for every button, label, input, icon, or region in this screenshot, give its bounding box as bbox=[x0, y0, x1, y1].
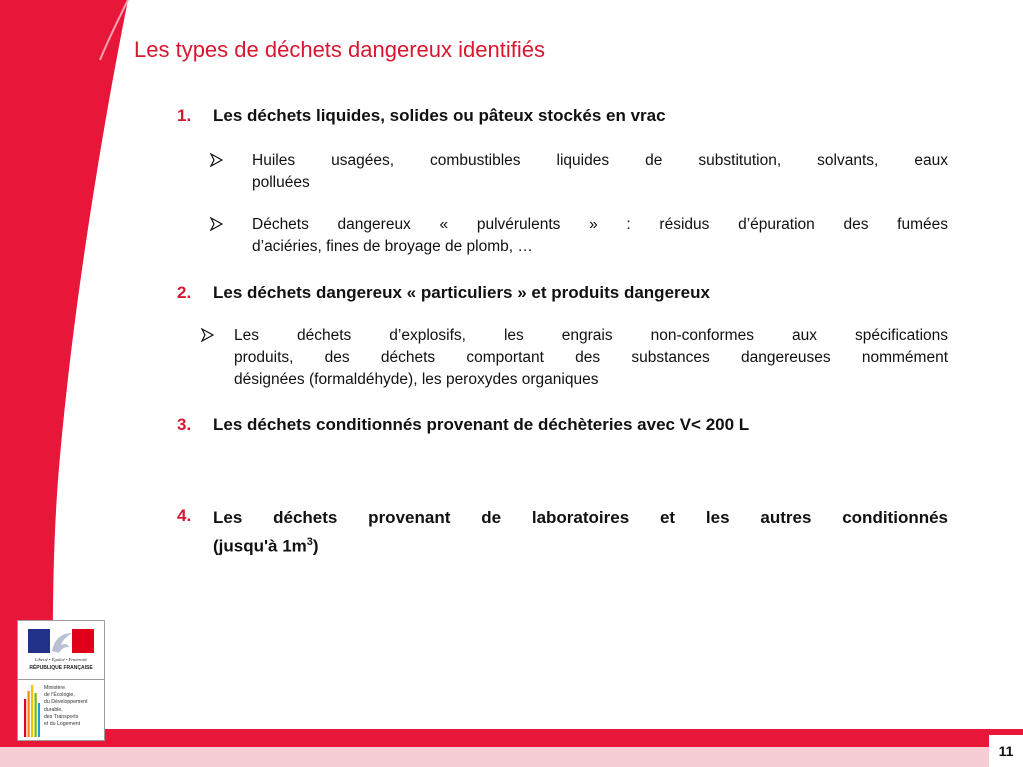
section-2-number: 2. bbox=[177, 283, 192, 302]
section-1-heading: Les déchets liquides, solides ou pâteux stockés en vrac bbox=[213, 106, 666, 125]
ministry-line: et du Logement bbox=[44, 721, 81, 728]
ministry-line: Ministère bbox=[44, 685, 66, 691]
bullet-arrow-icon bbox=[210, 153, 223, 167]
ministry-line: des Transports bbox=[44, 713, 79, 720]
republique-francaise-logo bbox=[18, 621, 104, 680]
section-3-heading: Les déchets conditionnés provenant de déchèteries avec V< 200 L bbox=[213, 415, 750, 434]
logo-motto: Liberté • Égalité • Fraternité bbox=[34, 657, 88, 662]
bullet-line: désignées (formaldéhyde), les peroxydes organiques bbox=[234, 371, 599, 388]
bullet-arrow-icon bbox=[210, 217, 223, 231]
section-1-bullet-1 bbox=[252, 150, 948, 194]
bullet-line: produits, des déchets comportant des substances dangereuses nommément bbox=[234, 349, 948, 366]
section-2-bullet-1 bbox=[234, 325, 948, 391]
ministry-name bbox=[44, 685, 104, 728]
heading-text: (jusqu'à 1m bbox=[213, 536, 307, 556]
bullet-line: Huiles usagées, combustibles liquides de substitution, solvants, eaux bbox=[252, 152, 948, 169]
bullet-line: d’aciéries, fines de broyage de plomb, … bbox=[252, 238, 533, 255]
section-4-number: 4. bbox=[177, 506, 192, 525]
superscript: 3 bbox=[306, 536, 313, 548]
ministry-line: de l'Écologie, bbox=[44, 692, 75, 699]
bullet-line: Déchets dangereux « pulvérulents » : résidus d’épuration des fumées bbox=[252, 216, 948, 233]
footer-pink-band bbox=[0, 747, 1023, 767]
marianne-flag-icon bbox=[28, 629, 94, 653]
heading-line: Les déchets provenant de laboratoires et les autres conditionnés bbox=[213, 508, 948, 527]
ministry-line: durable, bbox=[44, 706, 63, 713]
ministry-stripes-icon bbox=[24, 685, 40, 737]
section-3-number: 3. bbox=[177, 415, 192, 434]
slide-title: Les types de déchets dangereux identifiés bbox=[134, 37, 545, 62]
section-2-heading: Les déchets dangereux « particuliers » et produits dangereux bbox=[213, 283, 710, 302]
heading-text: ) bbox=[312, 536, 319, 556]
bullet-arrow-icon bbox=[201, 328, 214, 342]
bullet-line: Les déchets d’explosifs, les engrais non-conformes aux spécifications bbox=[234, 327, 948, 344]
section-1-number: 1. bbox=[177, 106, 192, 125]
heading-line bbox=[213, 530, 948, 559]
ministry-logo bbox=[18, 679, 104, 740]
footer-red-band bbox=[0, 729, 1023, 747]
ministry-line: du Développement bbox=[44, 699, 88, 706]
bullet-line: polluées bbox=[252, 174, 310, 191]
section-1-bullet-2 bbox=[252, 214, 948, 258]
logo-republic-name: RÉPUBLIQUE FRANÇAISE bbox=[29, 665, 93, 671]
page-number: 11 bbox=[989, 735, 1023, 767]
section-4-heading bbox=[213, 506, 948, 559]
government-logo bbox=[17, 620, 105, 741]
